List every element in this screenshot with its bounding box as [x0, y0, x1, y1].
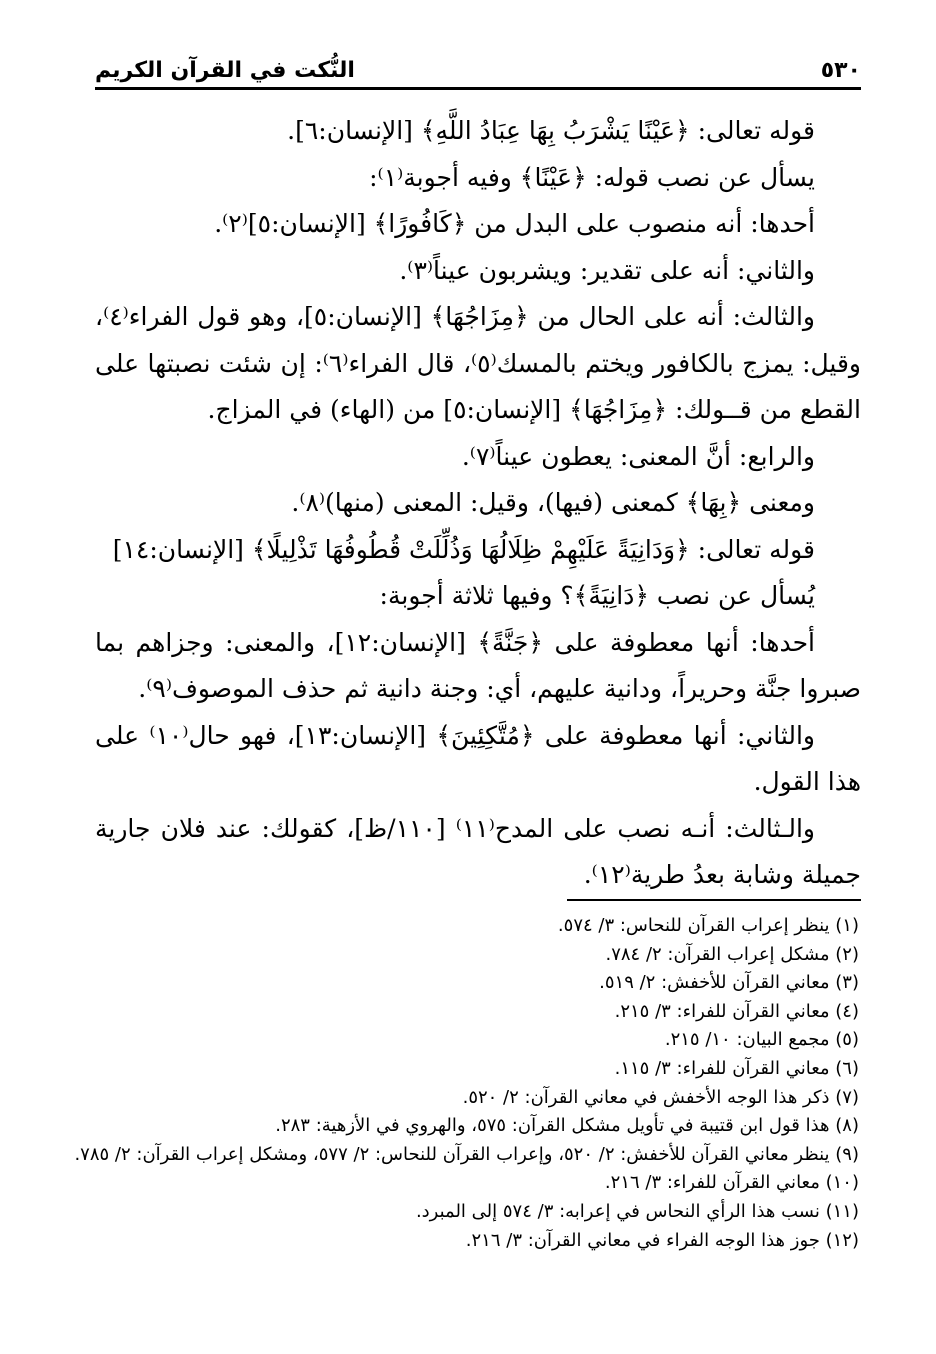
footnote-2: (٢) مشكل إعراب القرآن: ٢/ ٧٨٤.: [605, 943, 859, 965]
footnote-11: (١١) نسب هذا الرأي النحاس في إعرابه: ٣/ ٥٧٤ إلى المبرد.: [415, 1200, 859, 1222]
footnote-4: (٤) معاني القرآن للفراء: ٣/ ٢١٥.: [614, 1000, 859, 1022]
footnote-10: (١٠) معاني القرآن للفراء: ٣/ ٢١٦.: [604, 1172, 859, 1194]
paragraph-answer-3: والثالث: أنه على الحال من ﴿مِزَاجُهَا﴾ [الإنسان:٥]، وهو قول الفراء⁽٤⁾، وقيل: يمزج بالكافور ويختم بالمسك⁽٥⁾، قال الفراء⁽٦⁾: إن شئت نصبتها على القطع من قــولك: ﴿مِزَاجُهَا﴾ [الإنسان:٥] من (الهاء) في المزاج.: [95, 302, 861, 424]
paragraph-answer-2-3: والـثالث: أنـه نصب على المدح⁽١١⁾ [١١٠/ظ]، كقولك: عند فلان جارية جميلة وشابة بعدُ طرية⁽١٢⁾.: [95, 813, 861, 889]
paragraph-question-2: يُسأل عن نصب ﴿دَانِيَةً﴾؟ وفيها ثلاثة أجوبة:: [379, 581, 815, 610]
main-text: [95, 108, 861, 899]
footnote-3: (٣) معاني القرآن للأخفش: ٢/ ٥١٩.: [599, 972, 859, 994]
paragraph-answer-2-1: أحدها: أنها معطوفة على ﴿جَنَّةً﴾ [الإنسان:١٢]، والمعنى: وجزاهم بما صبروا جنَّة وحريراً، ودانية عليهم، أي: وجنة دانية ثم حذف الموصوف⁽٩⁾.: [95, 627, 861, 703]
page-number: ٥٣٠: [820, 58, 861, 83]
paragraph-answer-4: والرابع: أنَّ المعنى: يعطون عيناً⁽٧⁾.: [461, 441, 815, 471]
paragraph-verse-2: قوله تعالى: ﴿وَدَانِيَةً عَلَيْهِمْ ظِلَالُهَا وَذُلِّلَتْ قُطُوفُهَا تَذْلِيلًا﴾ [الإنسان:١٤]: [112, 534, 815, 564]
paragraph-question-1: يسأل عن نصب قوله: ﴿عَيْنًا﴾ وفيه أجوبة⁽١⁾:: [369, 162, 815, 192]
page-header: [95, 44, 861, 90]
footnote-6: (٦) معاني القرآن للفراء: ٣/ ١١٥.: [614, 1057, 859, 1079]
footnote-9: (٩) ينظر معاني القرآن للأخفش: ٢/ ٥٢٠، وإعراب القرآن للنحاس: ٢/ ٥٧٧، ومشكل إعراب القرآن: ٢/ ٧٨٥.: [74, 1143, 859, 1165]
footnote-1: (١) ينظر إعراب القرآن للنحاس: ٣/ ٥٧٤.: [557, 915, 859, 936]
footnote-7: (٧) ذكر هذا الوجه الأخفش في معاني القرآن: ٢/ ٥٢٠.: [462, 1086, 859, 1108]
footnote-5: (٥) مجمع البيان: ١٠/ ٢١٥.: [664, 1029, 859, 1051]
footnote-8: (٨) هذا قول ابن قتيبة في تأويل مشكل القرآن: ٥٧٥، والهروي في الأزهية: ٢٨٣.: [275, 1115, 859, 1137]
footnote-divider: [567, 899, 861, 901]
paragraph-answer-2: والثاني: أنه على تقدير: ويشربون عيناً⁽٣⁾.: [399, 255, 815, 285]
footnotes: [74, 912, 859, 1255]
paragraph-answer-1: أحدها: أنه منصوب على البدل من ﴿كَافُورًا﴾ [الإنسان:٥]⁽٢⁾.: [214, 209, 815, 238]
paragraph-meaning: ومعنى ﴿بِهَا﴾ كمعنى (فيها)، وقيل: المعنى (منها)⁽٨⁾.: [291, 488, 815, 517]
paragraph-verse-1: قوله تعالى: ﴿عَيْنًا يَشْرَبُ بِهَا عِبَادُ اللَّهِ﴾ [الإنسان:٦].: [287, 116, 815, 145]
running-title: النُّكت في القرآن الكريم: [95, 58, 355, 83]
paragraph-answer-2-2: والثاني: أنها معطوفة على ﴿مُتَّكِئِينَ﴾ [الإنسان:١٣]، فهو حال⁽١٠⁾ على هذا القول.: [95, 720, 861, 796]
footnote-12: (١٢) جوز هذا الوجه الفراء في معاني القرآن: ٣/ ٢١٦.: [465, 1229, 859, 1251]
